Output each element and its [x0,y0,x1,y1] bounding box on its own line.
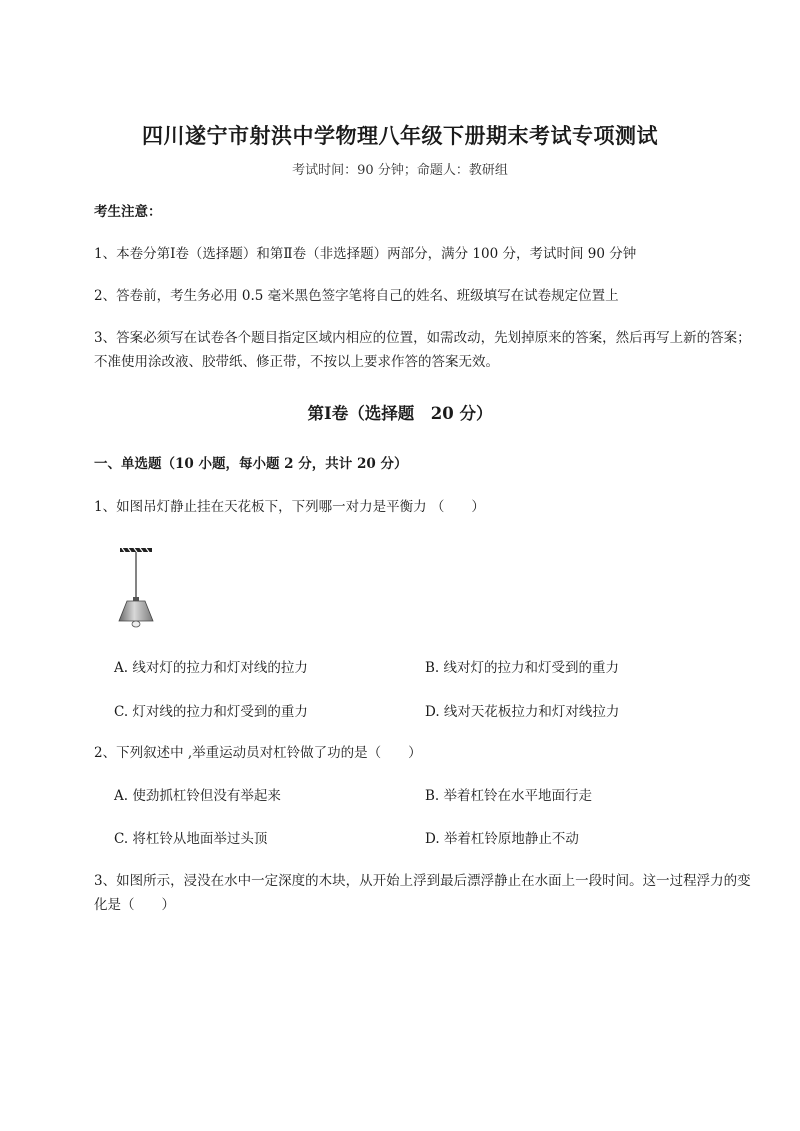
note-item: 1、本卷分第Ⅰ卷（选择题）和第Ⅱ卷（非选择题）两部分，满分 100 分，考试时间 90 分钟 [94,246,637,262]
option-c: C. 灯对线的拉力和灯受到的重力 [114,704,308,720]
option-b: B. 线对灯的拉力和灯受到的重力 [425,660,620,676]
option-a: A. 使劲抓杠铃但没有举起来 [114,788,281,804]
option-a: A. 线对灯的拉力和灯对线的拉力 [114,660,308,676]
part-heading: 一、单选题（10 小题，每小题 2 分，共计 20 分） [94,456,408,472]
option-d: D. 线对天花板拉力和灯对线拉力 [425,704,620,720]
hanging-lamp-icon [112,544,160,634]
page-title: 四川遂宁市射洪中学物理八年级下册期末考试专项测试 [142,123,658,148]
question-stem: 2、下列叙述中 ,举重运动员对杠铃做了功的是（ ） [94,745,422,761]
question-stem: 3、如图所示，浸没在水中一定深度的木块，从开始上浮到最后漂浮静止在水面上一段时间。这一过程浮力的变化是（ ） [94,873,751,913]
exam-info: 考试时间：90 分钟；命题人：教研组 [292,163,508,178]
note-item: 2、答卷前，考生务必用 0.5 毫米黑色签字笔将自己的姓名、班级填写在试卷规定位置上 [94,288,619,304]
section-title: 第Ⅰ卷（选择题 20 分） [307,404,493,423]
option-c: C. 将杠铃从地面举过头顶 [114,831,268,847]
note-item: 3、答案必须写在试卷各个题目指定区域内相应的位置，如需改动，先划掉原来的答案，然后再写上新的答案；不准使用涂改液、胶带纸、修正带，不按以上要求作答的答案无效。 [94,330,751,370]
notes-heading: 考生注意： [94,204,162,220]
option-d: D. 举着杠铃原地静止不动 [425,831,579,847]
option-b: B. 举着杠铃在水平地面行走 [425,788,593,804]
question-stem: 1、如图吊灯静止挂在天花板下，下列哪一对力是平衡力 （ ） [94,499,485,515]
